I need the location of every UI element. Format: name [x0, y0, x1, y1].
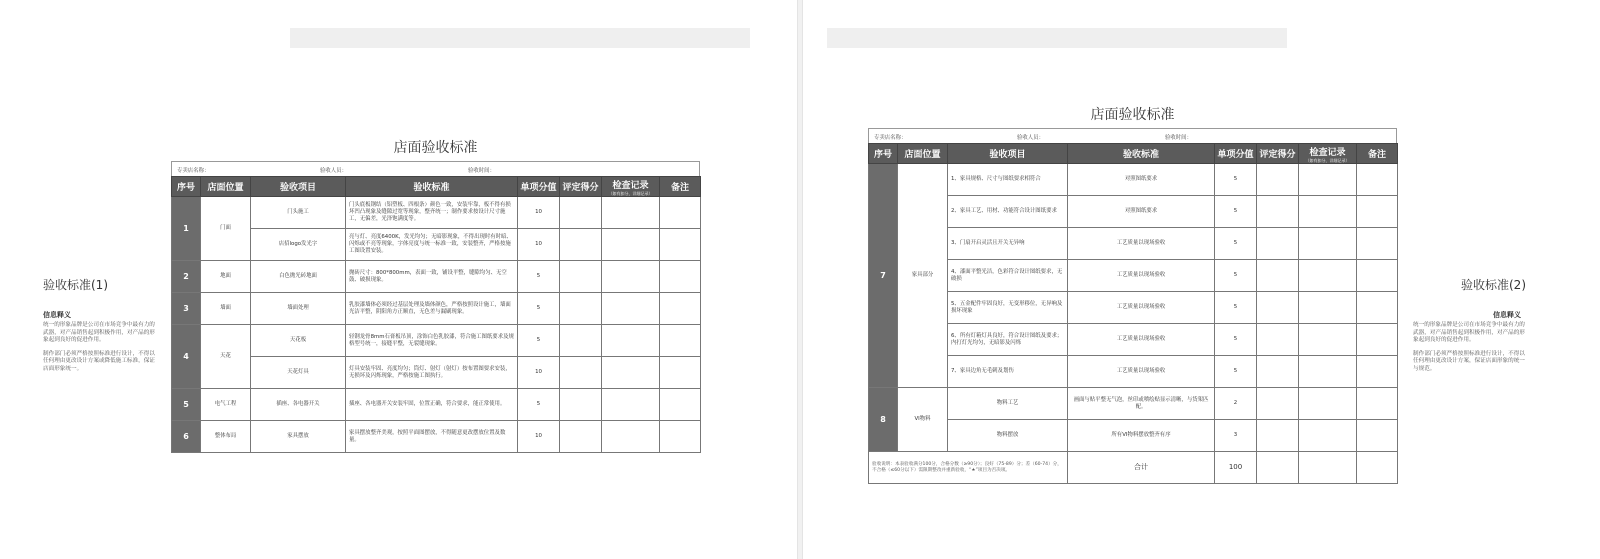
rating-cell[interactable] — [560, 389, 602, 421]
record-cell[interactable] — [1299, 452, 1357, 484]
header-record-sub: （如有扣分，详细记录） — [608, 190, 653, 196]
row-item: 天花灯具 — [251, 357, 346, 389]
side-note: 制作部门必须严格按照标准进行设计，不得以任何理由更改设计方案，保证店面形象的统一与规范。 — [1413, 350, 1525, 372]
table-row — [172, 325, 701, 357]
row-item: 7、家具边角无毛刺及划伤 — [948, 356, 1068, 388]
row-score: 10 — [518, 421, 560, 453]
row-score: 5 — [518, 293, 560, 325]
row-score: 5 — [518, 389, 560, 421]
sheet-title: 店面验收标准 — [1090, 107, 1175, 123]
row-score: 10 — [518, 357, 560, 389]
row-standard: 画面与贴平整无气泡，丝印或喷绘贴显示清晰，与货架匹配。 — [1068, 388, 1215, 420]
record-cell[interactable] — [1299, 420, 1357, 452]
page-left — [0, 0, 797, 559]
row-position: 整体布局 — [201, 421, 251, 453]
rating-cell[interactable] — [560, 229, 602, 261]
header-record — [1299, 144, 1357, 164]
row-position: 天花 — [201, 325, 251, 389]
inspect-time-label: 验收时间： — [468, 168, 495, 174]
row-score: 3 — [1215, 420, 1257, 452]
table-row — [869, 388, 1398, 420]
header-remark: 备注 — [660, 177, 701, 197]
row-position: 门面 — [201, 197, 251, 261]
row-seq: 4 — [172, 325, 201, 389]
row-score: 5 — [1215, 324, 1257, 356]
record-cell[interactable] — [1299, 260, 1357, 292]
row-item: 门头施工 — [251, 197, 346, 229]
row-seq: 5 — [172, 389, 201, 421]
header-score: 单项分值 — [518, 177, 560, 197]
row-position: VI物料 — [898, 388, 948, 452]
record-cell[interactable] — [1299, 228, 1357, 260]
row-item: 店招logo发光字 — [251, 229, 346, 261]
row-standard: 家具摆放整齐美观，按照平面图摆放，不得随意更改摆放位置及数量。 — [346, 421, 518, 453]
rating-cell[interactable] — [1257, 228, 1299, 260]
side-title: 验收标准(2) — [1461, 278, 1526, 292]
row-item: 插座、各电器开关 — [251, 389, 346, 421]
remark-cell[interactable] — [660, 357, 701, 389]
rating-cell[interactable] — [1257, 164, 1299, 196]
page-header-bar — [290, 28, 750, 48]
table-row — [869, 196, 1398, 228]
row-position: 墙面 — [201, 293, 251, 325]
inspector-label: 验收人员： — [1017, 135, 1044, 141]
inspect-time-label: 验收时间： — [1165, 135, 1192, 141]
row-score: 5 — [518, 261, 560, 293]
row-seq: 1 — [172, 197, 201, 261]
remark-cell[interactable] — [1357, 292, 1398, 324]
rating-cell[interactable] — [1257, 292, 1299, 324]
row-item: 5、五金配件牢固良好，无变形移位，无异响及损坏现象 — [948, 292, 1068, 324]
record-cell[interactable] — [1299, 388, 1357, 420]
table-row — [869, 228, 1398, 260]
rating-cell[interactable] — [560, 357, 602, 389]
row-position: 家具部分 — [898, 164, 948, 388]
header-record — [602, 177, 660, 197]
row-standard: 乳胶漆墙体必须经过基层处理及墙体颜色，严格按照设计施工，墙面光洁平整，阴阳角方正顺直，无色差与漏刷现象。 — [346, 293, 518, 325]
record-cell[interactable] — [602, 389, 660, 421]
header-position: 店面位置 — [898, 144, 948, 164]
row-standard: 工艺质量以现场验收 — [1068, 324, 1215, 356]
row-item: 天花板 — [251, 325, 346, 357]
table-row — [172, 357, 701, 389]
acceptance-table — [868, 143, 1398, 484]
row-item: 3、门扇开启灵活且开关无异响 — [948, 228, 1068, 260]
remark-cell[interactable] — [1357, 164, 1398, 196]
record-cell[interactable] — [1299, 164, 1357, 196]
row-standard: 灯具安装牢固、亮度均匀；筒灯、射灯（射灯）按布置图要求安装，无损坏及闪烁现象，严格按施工图执行。 — [346, 357, 518, 389]
record-cell[interactable] — [1299, 324, 1357, 356]
row-item: 白色抛光砖地面 — [251, 261, 346, 293]
row-seq: 7 — [869, 164, 898, 388]
row-item: 1、家具规格、尺寸与图纸要求相符合 — [948, 164, 1068, 196]
side-title: 验收标准(1) — [43, 278, 108, 292]
row-standard: 工艺质量以现场验收 — [1068, 292, 1215, 324]
record-cell[interactable] — [602, 293, 660, 325]
rating-cell[interactable] — [1257, 452, 1299, 484]
remark-cell[interactable] — [1357, 420, 1398, 452]
header-seq: 序号 — [869, 144, 898, 164]
total-score: 100 — [1215, 452, 1257, 484]
rating-cell[interactable] — [560, 261, 602, 293]
table-row — [869, 356, 1398, 388]
rating-cell[interactable] — [560, 293, 602, 325]
record-cell[interactable] — [602, 197, 660, 229]
row-item: 物料工艺 — [948, 388, 1068, 420]
rating-cell[interactable] — [1257, 388, 1299, 420]
table-header-row — [869, 144, 1398, 164]
row-position: 电气工程 — [201, 389, 251, 421]
header-standard: 验收标准 — [1068, 144, 1215, 164]
header-record-sub: （如有扣分，详细记录） — [1305, 157, 1350, 163]
remark-cell[interactable] — [1357, 228, 1398, 260]
table-row — [172, 293, 701, 325]
header-seq: 序号 — [172, 177, 201, 197]
row-item: 2、家具工艺、用材、功能符合设计图纸要求 — [948, 196, 1068, 228]
remark-cell[interactable] — [1357, 196, 1398, 228]
header-record-label: 检查记录 — [1309, 147, 1346, 158]
row-score: 10 — [518, 229, 560, 261]
table-row — [869, 164, 1398, 196]
side-subtitle: 信息释义 — [43, 311, 71, 319]
table-row — [869, 324, 1398, 356]
header-standard: 验收标准 — [346, 177, 518, 197]
row-standard: 工艺质量以现场验收 — [1068, 356, 1215, 388]
row-standard: 门头底板钢结（铝塑板、四根条）颜色一致，安装牢靠，板不得有损坏凹凸现象及缝隙过宽等现象，整齐统一；制作要求按设计尺寸施工，无偏差，光泽饱满度等。 — [346, 197, 518, 229]
record-cell[interactable] — [602, 261, 660, 293]
row-standard: 轻钢龙骨8mm石膏板吊顶，涂饰白色乳胶漆，符合施工图纸要求及规格型号统一，接缝平整，无裂缝现象。 — [346, 325, 518, 357]
header-item: 验收项目 — [948, 144, 1068, 164]
row-score: 5 — [1215, 164, 1257, 196]
page-header-bar — [827, 28, 1287, 48]
meta-row — [868, 128, 1397, 143]
row-item: 物料摆放 — [948, 420, 1068, 452]
row-item: 4、漆面平整光洁，色彩符合设计图纸要求，无破损 — [948, 260, 1068, 292]
row-position: 地面 — [201, 261, 251, 293]
record-cell[interactable] — [1299, 356, 1357, 388]
row-item: 6、所有灯箱灯具良好，符合设计图纸及要求；内打灯光均匀，无暗影及闪烁 — [948, 324, 1068, 356]
row-seq: 2 — [172, 261, 201, 293]
side-note: 制作部门必须严格按照标准进行设计，不得以任何理由更改设计方案或降低施工标准，保证店面形象统一。 — [43, 350, 155, 372]
row-seq: 8 — [869, 388, 898, 452]
remark-cell[interactable] — [660, 197, 701, 229]
row-seq: 3 — [172, 293, 201, 325]
table-header-row — [172, 177, 701, 197]
row-score: 10 — [518, 197, 560, 229]
remark-cell[interactable] — [660, 261, 701, 293]
sheet-title: 店面验收标准 — [393, 140, 478, 156]
header-score: 单项分值 — [1215, 144, 1257, 164]
table-row — [172, 421, 701, 453]
remark-cell[interactable] — [1357, 260, 1398, 292]
inspector-label: 验收人员： — [320, 168, 347, 174]
rating-cell[interactable] — [1257, 324, 1299, 356]
total-note: 验收说明：本表验收满分100分，合格分数（≥90分）；良好（75-89）分；差（60-74）分，不合格（≤60分以下）需限期整改并重新验收，“★”项目为否决项。 — [869, 452, 1068, 484]
row-standard: 插座、各电器开关安装牢固，位置正确，符合要求，能正常使用。 — [346, 389, 518, 421]
rating-cell[interactable] — [1257, 260, 1299, 292]
side-notes — [1413, 322, 1529, 380]
store-name-label: 专卖店名称： — [177, 168, 210, 174]
record-cell[interactable] — [602, 421, 660, 453]
total-row — [869, 452, 1398, 484]
row-score: 2 — [1215, 388, 1257, 420]
table-row — [869, 420, 1398, 452]
row-item: 家具摆放 — [251, 421, 346, 453]
row-standard: 工艺质量以现场验收 — [1068, 260, 1215, 292]
side-notes — [43, 322, 159, 380]
side-note: 统一的形象品牌是公司在市场竞争中最有力的武器，对产品销售起到积极作用，对产品的形象起到良好的促进作用。 — [1413, 322, 1525, 344]
table-row — [869, 260, 1398, 292]
row-score: 5 — [1215, 292, 1257, 324]
page-right — [803, 0, 1600, 559]
rating-cell[interactable] — [1257, 420, 1299, 452]
rating-cell[interactable] — [1257, 356, 1299, 388]
remark-cell[interactable] — [1357, 388, 1398, 420]
meta-row — [171, 161, 700, 176]
header-rating: 评定得分 — [1257, 144, 1299, 164]
store-name-label: 专卖店名称： — [874, 135, 907, 141]
header-remark: 备注 — [1357, 144, 1398, 164]
record-cell[interactable] — [602, 325, 660, 357]
header-item: 验收项目 — [251, 177, 346, 197]
table-row — [172, 197, 701, 229]
table-row — [172, 389, 701, 421]
remark-cell[interactable] — [1357, 324, 1398, 356]
rating-cell[interactable] — [560, 197, 602, 229]
acceptance-table — [171, 176, 701, 453]
record-cell[interactable] — [1299, 196, 1357, 228]
row-standard: 对照图纸要求 — [1068, 164, 1215, 196]
header-position: 店面位置 — [201, 177, 251, 197]
row-standard: 亮与灯、亮度6400K，发光均匀；无暗影现象，不得出现时有时暗、闪烁或不亮等现象，字体亮度与统一标准一致，安装整齐，严格按施工图设置安装。 — [346, 229, 518, 261]
table-row — [869, 292, 1398, 324]
row-item: 墙面处理 — [251, 293, 346, 325]
remark-cell[interactable] — [1357, 452, 1398, 484]
rating-cell[interactable] — [560, 421, 602, 453]
total-label: 合计 — [1068, 452, 1215, 484]
remark-cell[interactable] — [660, 229, 701, 261]
rating-cell[interactable] — [1257, 196, 1299, 228]
row-score: 5 — [1215, 356, 1257, 388]
remark-cell[interactable] — [1357, 356, 1398, 388]
record-cell[interactable] — [602, 357, 660, 389]
side-subtitle: 信息释义 — [1493, 311, 1521, 319]
row-score: 5 — [1215, 196, 1257, 228]
table-row — [172, 229, 701, 261]
row-standard: 抛砖尺寸：800*800mm，表面一致，铺设平整，缝隙均匀、无空鼓、破损现象。 — [346, 261, 518, 293]
rating-cell[interactable] — [560, 325, 602, 357]
record-cell[interactable] — [1299, 292, 1357, 324]
header-rating: 评定得分 — [560, 177, 602, 197]
record-cell[interactable] — [602, 229, 660, 261]
row-score: 5 — [1215, 228, 1257, 260]
row-seq: 6 — [172, 421, 201, 453]
row-standard: 对照图纸要求 — [1068, 196, 1215, 228]
row-score: 5 — [518, 325, 560, 357]
remark-cell[interactable] — [660, 421, 701, 453]
side-note: 统一的形象品牌是公司在市场竞争中最有力的武器，对产品销售起到积极作用，对产品的形象起到良好的促进作用。 — [43, 322, 155, 344]
row-standard: 工艺质量以现场验收 — [1068, 228, 1215, 260]
remark-cell[interactable] — [660, 389, 701, 421]
remark-cell[interactable] — [660, 293, 701, 325]
row-score: 5 — [1215, 260, 1257, 292]
header-record-label: 检查记录 — [612, 180, 649, 191]
table-row — [172, 261, 701, 293]
remark-cell[interactable] — [660, 325, 701, 357]
row-standard: 所有VI物料摆放整齐有序 — [1068, 420, 1215, 452]
